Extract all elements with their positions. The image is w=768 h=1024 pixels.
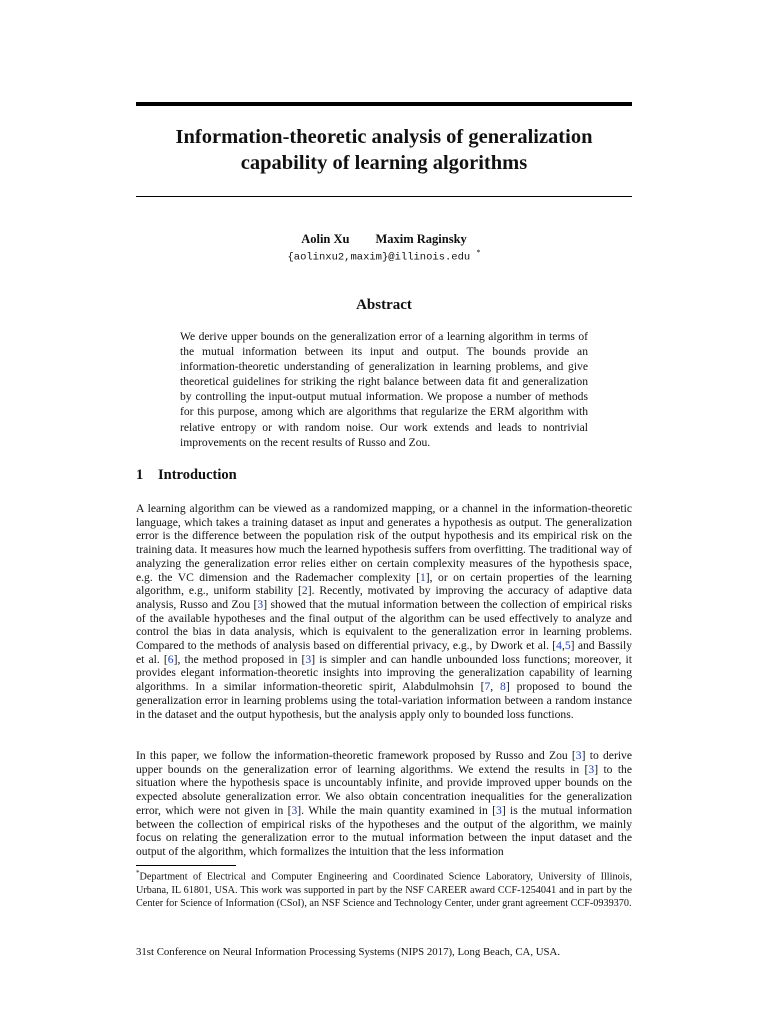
email-footnote-mark: * [476, 248, 481, 257]
paragraph-text: ]. While the main quantity examined in [ [297, 803, 497, 817]
citation-link[interactable]: 3 [257, 597, 264, 611]
paragraph-text: A learning algorithm can be viewed as a randomized mapping, or a channel in the information-theoretic language, which takes a training dataset as input and generates a hypothesis as output. The generalization error is the difference between the population risk of the output hypothesis and its empirical risk on the training data. It measures how much the learned hypothesis suffers from overfitting. The traditional way of analyzing the generalization error relies either on certain complexity measures of the hypothesis space, e.g. the VC dimension and the Rademacher complexity [ [136, 502, 632, 584]
citation-link[interactable]: 3 [291, 803, 298, 817]
paragraph-text: ] is the mutual information between the collection of empirical risks of the hypotheses and the output of the algorithm, we mainly focus on relating the generalization error to the mutual information between the input dataset and the output of the algorithm, which formalizes the intuition that the less information [136, 803, 632, 858]
intro-paragraph-1 [136, 502, 632, 721]
author-name: Maxim Raginsky [375, 232, 467, 246]
citation-link[interactable]: 5 [564, 639, 571, 653]
paragraph-text: ] and Bassily et al. [ [136, 639, 632, 666]
citation-link[interactable]: 8 [500, 680, 506, 694]
author-list [136, 232, 632, 247]
citation-link[interactable]: 4 [556, 639, 562, 653]
paragraph-text: ] is simpler and can handle unbounded loss functions; moreover, it provides elegant information-theoretic insights into improving the generalization capability of learning algorithms. In a similar information-theoretic spirit, Alabdulmohsin [ [136, 652, 632, 694]
conference-note: 31st Conference on Neural Information Processing Systems (NIPS 2017), Long Beach, CA, USA. [136, 946, 561, 958]
paragraph-text: ]. Recently, motivated by improving the accuracy of adaptive data analysis, Russo and Zou [ [136, 584, 633, 611]
paper-title [136, 124, 632, 176]
intro-paragraph-2 [136, 749, 632, 859]
title-bottom-rule [136, 196, 632, 197]
title-top-rule [136, 102, 632, 106]
paragraph-text: ], the method proposed in [ [173, 652, 306, 666]
footnote-text: Department of Electrical and Computer Engineering and Coordinated Science Laboratory, University of Illinois, Urbana, IL 61801, USA. This work was supported in part by the NSF CAREER award CCF-1254041 and in part by the Center for Science of Information (CSoI), an NSF Science and Technology Center, under grant agreement CCF-0939370. [136, 871, 632, 909]
abstract-text: We derive upper bounds on the generalization error of a learning algorithm in terms of the mutual information between its input and output. The bounds provide an information-theoretic understanding of generalization in learning problems, and give theoretical guidelines for striking the right balance between data fit and generalization by controlling the input-output mutual information. We propose a number of methods for this purpose, among which are algorithms that regularize the ERM algorithm with relative entropy or with random noise. Our work extends and leads to nontrivial improvements on the recent results of Russo and Zou. [180, 330, 588, 449]
footnote-rule [136, 865, 236, 866]
section-heading [136, 467, 632, 484]
title-line-1: Information-theoretic analysis of generalization [175, 126, 593, 148]
section-number: 1 [136, 467, 144, 483]
paragraph-text: , [490, 680, 501, 694]
author-email [136, 248, 632, 264]
title-line-2: capability of learning algorithms [240, 152, 528, 174]
paragraph-text: ] to the situation where the hypothesis space is uncountably infinite, and provide improved upper bounds on the expected absolute generalization error. We also obtain concentration inequalities for the generalization error, which were not given in [ [136, 762, 632, 817]
paragraph-text: , [561, 639, 565, 653]
author-name: Aolin Xu [301, 232, 350, 246]
citation-link[interactable]: 3 [575, 749, 582, 762]
citation-link[interactable]: 1 [419, 570, 426, 584]
citation-link[interactable]: 3 [305, 652, 312, 666]
citation-link[interactable]: 6 [167, 652, 174, 666]
email-address: {aolinxu2,maxim}@illinois.edu [287, 251, 471, 264]
citation-link[interactable]: 7 [484, 680, 491, 694]
paragraph-text: ], or on certain properties of the learning algorithm, e.g., uniform stability [ [136, 570, 632, 598]
paragraph-text: ] proposed to bound the generalization error in learning problems using the total-variation information between a random instance in the dataset and the output hypothesis, but the analysis apply only to bounded loss functions. [136, 680, 632, 721]
citation-link[interactable]: 3 [496, 803, 502, 817]
abstract-heading: Abstract [356, 297, 412, 313]
paragraph-text: In this paper, we follow the information-theoretic framework proposed by Russo and Zou [ [136, 749, 576, 762]
footnote [136, 867, 632, 910]
section-title: Introduction [158, 467, 237, 483]
paragraph-text: ] showed that the mutual information between the collection of empirical risks of the available hypotheses and the final output of the algorithm can be used effectively to analyze and control the bias in data analysis, which is equivalent to the generalization error in learning problems. Compared to the methods of analysis based on differential privacy, e.g., by Dwork et al. [ [136, 597, 632, 653]
citation-link[interactable]: 2 [301, 584, 308, 598]
paragraph-text: ] to derive upper bounds on the generalization error of learning algorithms. We extend the results in [ [136, 749, 632, 776]
footnote-mark: * [136, 869, 140, 877]
citation-link[interactable]: 3 [588, 762, 595, 776]
